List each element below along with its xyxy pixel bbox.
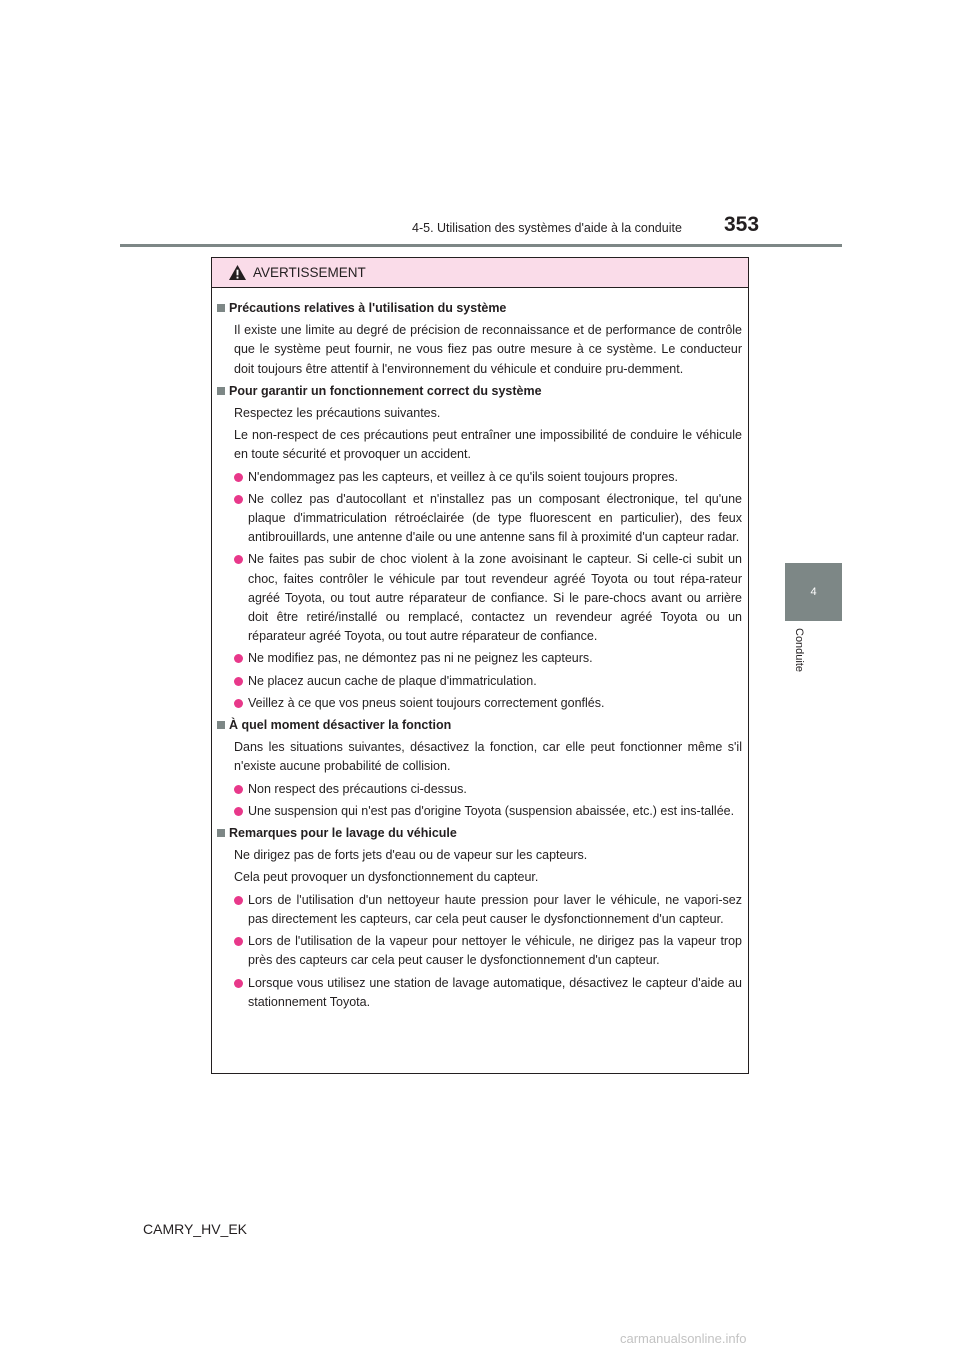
section-paragraph: Cela peut provoquer un dysfonctionnement du capteur. (234, 870, 539, 885)
warning-box (211, 257, 749, 1074)
square-bullet-icon (217, 721, 225, 729)
chapter-number: 4 (810, 586, 817, 598)
circle-bullet-icon (234, 677, 243, 686)
section-paragraph: Le non-respect de ces précautions peut entraîner une impossibilité de conduire le véhicule en toute sécurité et provoquer un accident. (234, 428, 742, 462)
square-bullet-icon (217, 387, 225, 395)
list-item-text: Ne placez aucun cache de plaque d'immatriculation. (248, 673, 537, 688)
watermark: carmanualsonline.info (620, 1331, 747, 1346)
chapter-label: Conduite (793, 628, 805, 673)
section-heading (217, 716, 742, 735)
list-item-text: Ne collez pas d'autocollant et n'installez pas un composant électronique, tel qu'une plaque d'immatriculation rétroéclairée (de type fluorescent en particulier), des feux antibrouillards, une antenne d'aile ou une antenne sans fil à proximité d'un capteur radar. (248, 491, 742, 545)
header-rule (120, 244, 842, 247)
circle-bullet-icon (234, 699, 243, 708)
page-number: 353 (724, 213, 760, 236)
list-item-text: Lors de l'utilisation d'un nettoyeur haute pression pour laver le véhicule, ne vapori-sez pas directement les capteurs, car cela peut causer le dysfonctionnement d'un capteur. (248, 892, 742, 926)
section-paragraph: Il existe une limite au degré de précision de reconnaissance et de performance de contrôle que le système peut fournir, ne vous fiez pas outre mesure à ce système. Le conducteur doit toujours être attentif à l'environnement du véhicule et conduire pru-demment. (234, 323, 742, 376)
list-item-text: Lors de l'utilisation de la vapeur pour nettoyer le véhicule, ne dirigez pas la vapeur trop près des capteurs car cela peut causer le dysfonctionnement d'un capteur. (248, 934, 742, 968)
warning-body (212, 288, 748, 1012)
list-item (234, 468, 742, 487)
section-title-text: Précautions relatives à l'utilisation du système (229, 301, 507, 315)
list-item (234, 974, 742, 1012)
section-title-text: À quel moment désactiver la fonction (229, 718, 452, 733)
list-item (234, 932, 742, 970)
section-title: 4-5. Utilisation des systèmes d'aide à la conduite (412, 221, 682, 235)
list-item-text: Ne faites pas subir de choc violent à la zone avoisinant le capteur. Si celle-ci subit un choc, faites contrôler le véhicule par tout revendeur agréé Toyota ou tout répa-rateur agréé Toyota, ou tout autre réparateur de confiance. Si le pare-chocs avant ou arrière doit être retiré/installé ou remplacé, contactez un revendeur agréé Toyota ou un réparateur agréé Toyota, ou tout autre réparateur de confiance. (248, 552, 742, 644)
list-item (234, 694, 742, 713)
list-item (234, 780, 742, 799)
list-item-text: N'endommagez pas les capteurs, et veillez à ce qu'ils soient toujours propres. (248, 469, 678, 484)
list-item (234, 490, 742, 548)
warning-title: AVERTISSEMENT (253, 265, 366, 280)
square-bullet-icon (217, 304, 225, 312)
square-bullet-icon (217, 829, 225, 837)
section-heading (217, 824, 742, 843)
list-item-text: Ne modifiez pas, ne démontez pas ni ne peignez les capteurs. (248, 651, 593, 666)
warning-triangle-icon (228, 264, 247, 281)
list-item-text: Lorsque vous utilisez une station de lavage automatique, désactivez le capteur d'aide au stationnement Toyota. (248, 975, 742, 1009)
circle-bullet-icon (234, 555, 243, 564)
list-item-text: Non respect des précautions ci-dessus. (248, 781, 467, 796)
circle-bullet-icon (234, 807, 243, 816)
circle-bullet-icon (234, 654, 243, 663)
section-paragraph: Dans les situations suivantes, désactivez la fonction, car elle peut fonctionner même s'il n'existe aucune probabilité de collision. (234, 740, 742, 774)
list-item-text: Une suspension qui n'est pas d'origine Toyota (suspension abaissée, etc.) est ins-tallée. (248, 803, 735, 818)
list-item (234, 802, 742, 821)
circle-bullet-icon (234, 495, 243, 504)
list-item (234, 550, 742, 646)
list-item (234, 649, 742, 668)
section-title-text: Remarques pour le lavage du véhicule (229, 826, 457, 841)
circle-bullet-icon (234, 896, 243, 905)
model-code: CAMRY_HV_EK (143, 1221, 248, 1237)
circle-bullet-icon (234, 473, 243, 482)
chapter-tab (785, 563, 842, 621)
section-title-text: Pour garantir un fonctionnement correct du système (229, 383, 542, 398)
circle-bullet-icon (234, 785, 243, 794)
list-item (234, 891, 742, 929)
section-heading (217, 382, 742, 401)
circle-bullet-icon (234, 979, 243, 988)
section-paragraph: Respectez les précautions suivantes. (234, 406, 441, 421)
warning-header (212, 258, 748, 288)
list-item-text: Veillez à ce que vos pneus soient toujours correctement gonflés. (248, 695, 605, 710)
section-paragraph: Ne dirigez pas de forts jets d'eau ou de vapeur sur les capteurs. (234, 848, 588, 863)
list-item (234, 672, 742, 691)
section-heading (217, 299, 742, 318)
circle-bullet-icon (234, 937, 243, 946)
